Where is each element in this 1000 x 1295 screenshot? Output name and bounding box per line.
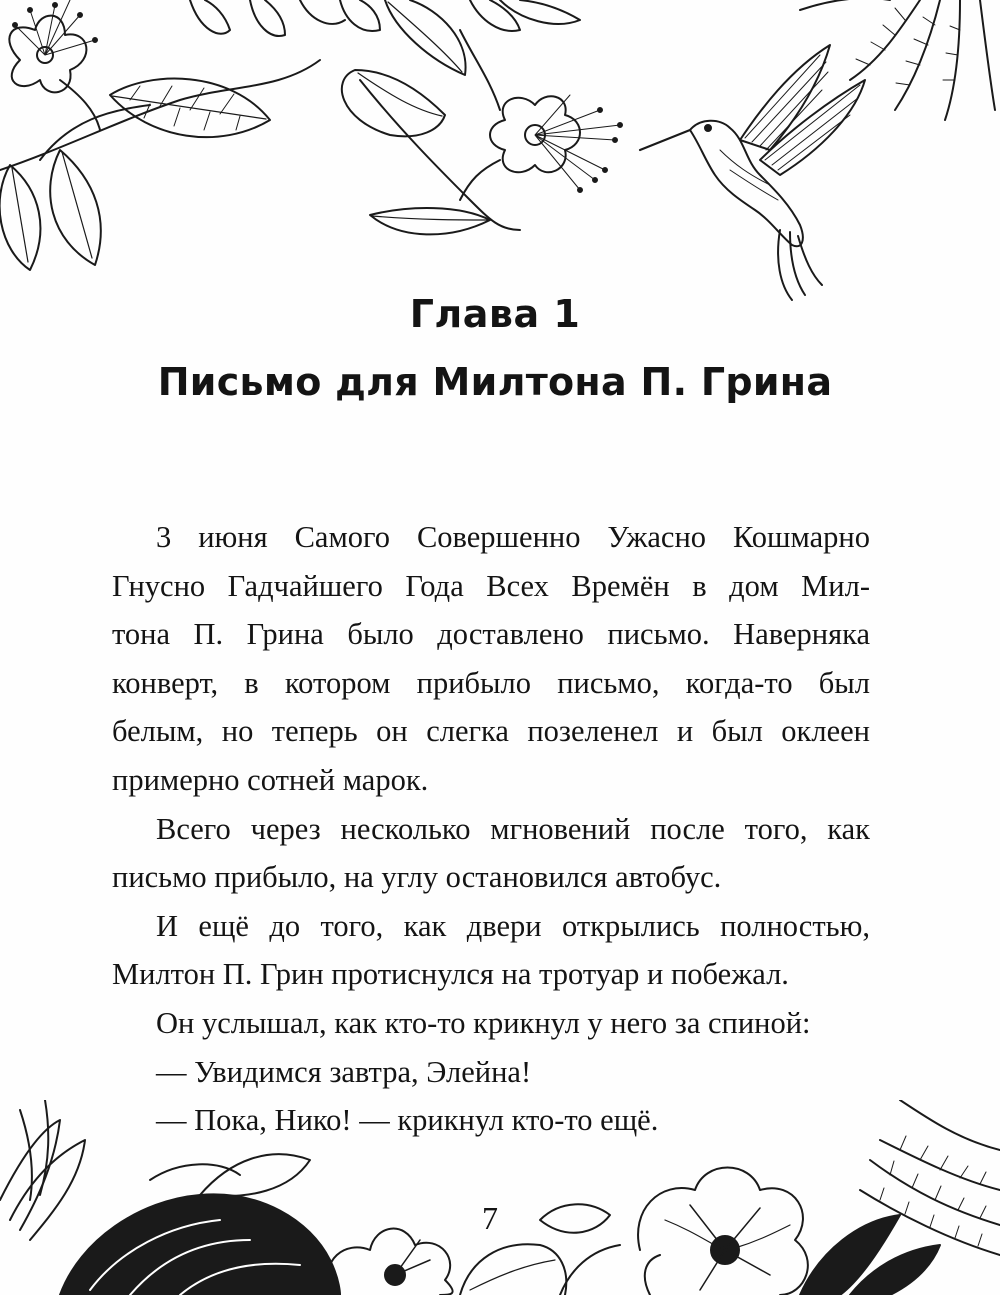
tropical-flowers-hummingbird-illustration (0, 0, 1000, 310)
text-line: И ещё до того, как двери открылись полностью, (156, 908, 870, 943)
chapter-body-text (112, 513, 870, 1145)
text-line: белым, но теперь он слегка позеленел и был оклеен (112, 714, 870, 749)
text-line: примерно сотней марок. (112, 762, 429, 797)
text-line: тона П. Грина было доставлено письмо. Наверняка (112, 617, 870, 652)
text-line: Гнусно Гадчайшего Года Всех Времён в дом Мил- (112, 568, 870, 603)
text-line: Милтон П. Грин протиснулся на тротуар и побежал. (112, 957, 789, 992)
text-line: конверт, в котором прибыло письмо, когда-то был (112, 665, 870, 700)
chapter-title: Письмо для Милтона П. Грина (157, 360, 833, 404)
dialogue-line: — Пока, Нико! — крикнул кто-то ещё. (156, 1103, 659, 1138)
text-line: 3 июня Самого Совершенно Ужасно Кошмарно (156, 520, 870, 554)
page-number: 7 (482, 1200, 498, 1236)
dialogue-line: — Увидимся завтра, Элейна! (156, 1054, 532, 1089)
text-line: письмо прибыло, на углу остановился автобус. (112, 860, 722, 895)
text-line: Он услышал, как кто-то крикнул у него за спиной: (156, 1005, 811, 1040)
chapter-number: Глава 1 (409, 292, 581, 336)
text-line: Всего через несколько мгновений после того, как (156, 811, 870, 846)
